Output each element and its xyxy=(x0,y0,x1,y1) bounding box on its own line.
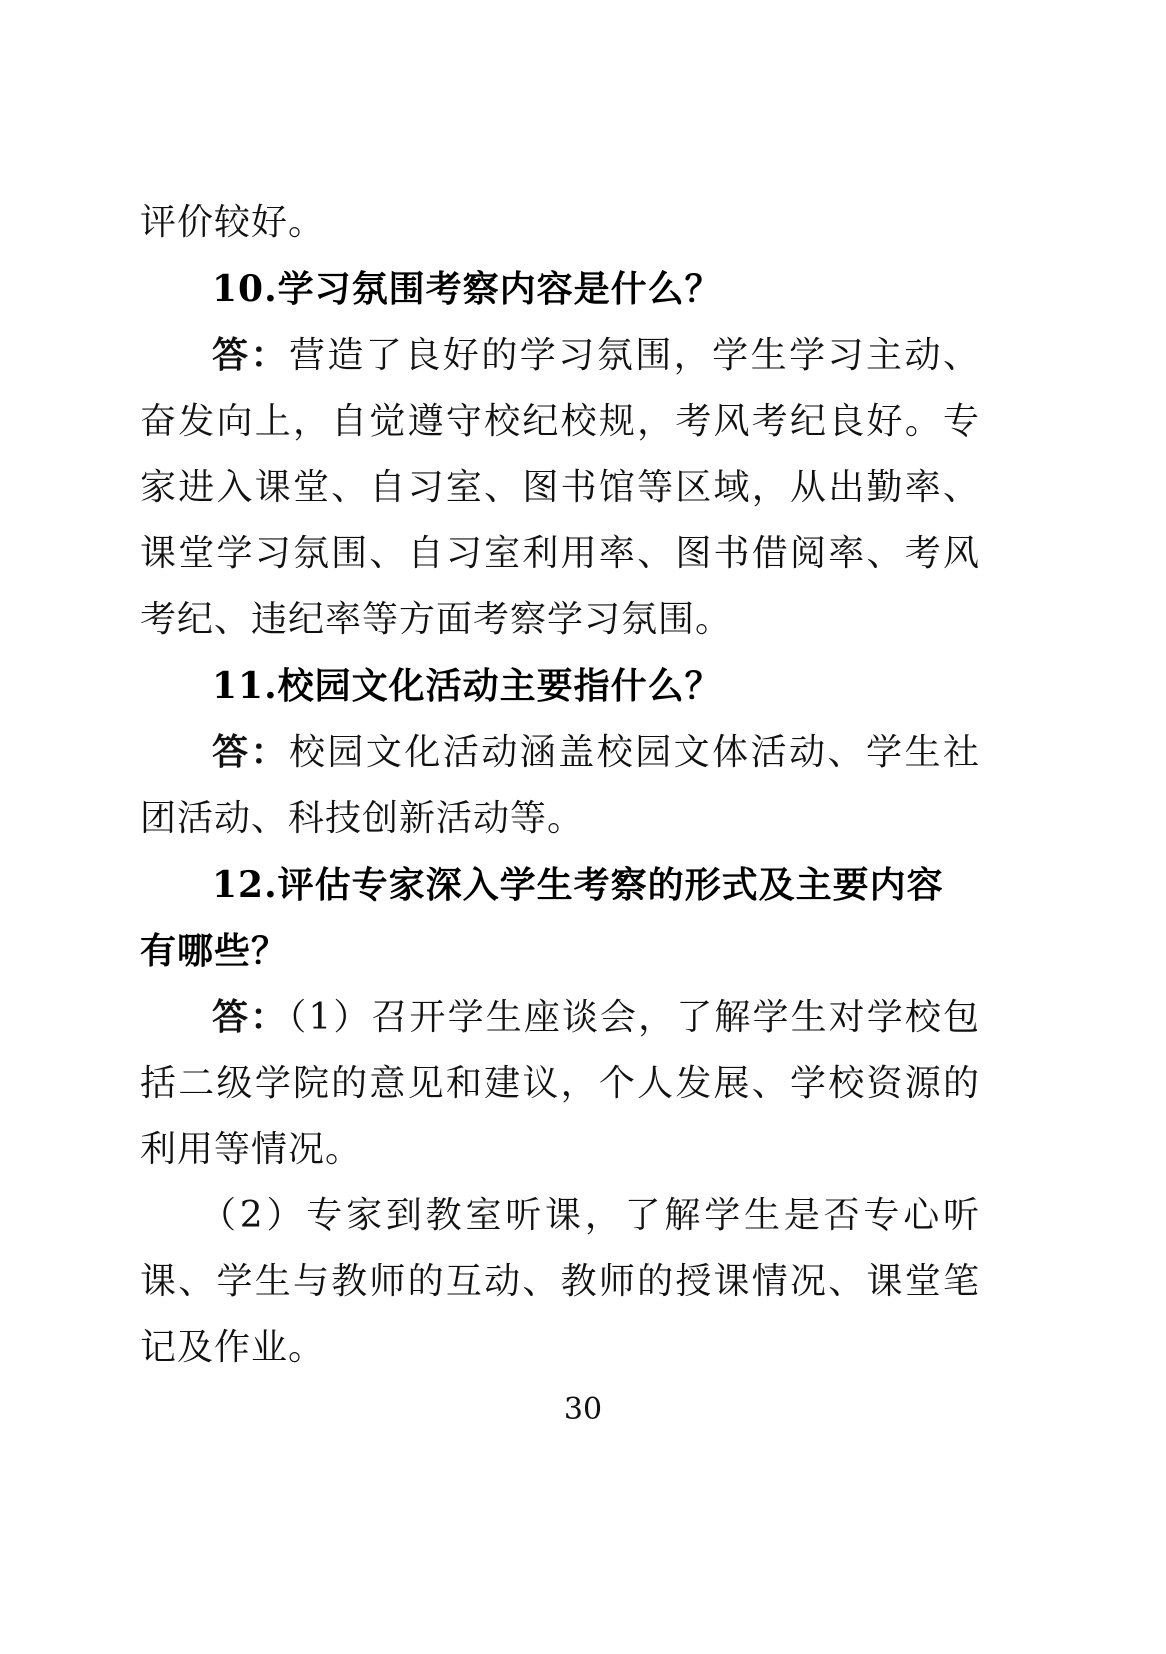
answer-paragraph-12-item-2: （2）专家到教室听课，了解学生是否专心听课、学生与教师的互动、教师的授课情况、课堂笔记及作业。 xyxy=(140,1195,980,1368)
answer-paragraph-10 xyxy=(140,322,980,653)
answer-label: 答： xyxy=(212,334,289,376)
question-heading-11: 11.校园文化活动主要指什么？ xyxy=(212,665,722,707)
answer-paragraph-12-item-1 xyxy=(140,984,980,1183)
question-heading-12-continuation: 有哪些？ xyxy=(140,930,289,972)
answer-paragraph-11 xyxy=(140,719,980,852)
question-heading-12: 12.评估专家深入学生考察的形式及主要内容 xyxy=(212,864,944,906)
page-number: 30 xyxy=(563,1392,603,1427)
answer-label: 答： xyxy=(212,996,289,1038)
answer-label: 答： xyxy=(212,731,289,773)
answer-text: 校园文化活动涵盖校园文体活动、学生社团活动、科技创新活动等。 xyxy=(140,732,980,839)
answer-text: （1）召开学生座谈会，了解学生对学校包括二级学院的意见和建议，个人发展、学校资源的利用等情况。 xyxy=(140,997,980,1170)
answer-text: 营造了良好的学习氛围，学生学习主动、奋发向上，自觉遵守校纪校规，考风考纪良好。专家进入课堂、自习室、图书馆等区域，从出勤率、课堂学习氛围、自习室利用率、图书借阅率、考风考纪、违纪率等方面考察学习氛围。 xyxy=(140,335,980,640)
question-heading-10: 10.学习氛围考察内容是什么？ xyxy=(212,268,722,310)
page-content xyxy=(140,190,980,1381)
paragraph-continuation: 评价较好。 xyxy=(140,202,326,243)
